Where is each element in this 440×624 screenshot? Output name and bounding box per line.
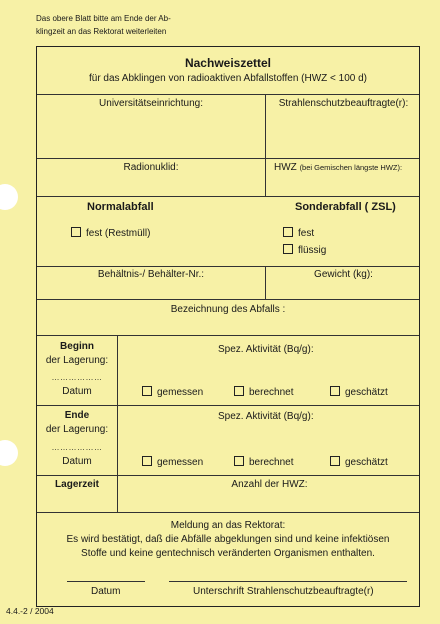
radiation-officer-field[interactable] <box>265 95 421 158</box>
end-date-field[interactable] <box>37 406 117 475</box>
begin-gemessen-option[interactable] <box>142 386 203 398</box>
begin-date-dots: ……………… <box>51 373 103 382</box>
end-gemessen-checkbox[interactable] <box>142 456 152 466</box>
date-signature-line[interactable] <box>67 581 145 582</box>
end-geschaetzt-checkbox[interactable] <box>330 456 340 466</box>
lagerzeit-row <box>37 476 419 513</box>
end-activity-field <box>117 406 421 475</box>
begin-berechnet-label: berechnet <box>249 387 294 398</box>
begin-heading: Beginn <box>60 341 94 352</box>
special-waste-heading: Sonderabfall ( ZSL) <box>295 201 396 213</box>
begin-geschaetzt-checkbox[interactable] <box>330 386 340 396</box>
end-berechnet-label: berechnet <box>249 457 294 468</box>
begin-der-lagerung: der Lagerung: <box>45 355 109 366</box>
fest-restmuell-label: fest (Restmüll) <box>86 228 151 239</box>
end-berechnet-checkbox[interactable] <box>234 456 244 466</box>
end-spec-activity-label: Spez. Aktivität (Bq/g): <box>218 411 314 422</box>
weight-label: Gewicht (kg): <box>314 269 373 280</box>
fest-checkbox[interactable] <box>283 227 293 237</box>
waste-type-row <box>37 197 419 267</box>
end-gemessen-option[interactable] <box>142 456 203 468</box>
anzahl-hwz-label: Anzahl der HWZ: <box>231 479 308 490</box>
begin-gemessen-checkbox[interactable] <box>142 386 152 396</box>
meldung-line1: Es wird bestätigt, daß die Abfälle abgeklungen sind und keine infektiösen <box>66 534 390 545</box>
option-fluessig[interactable] <box>283 244 326 256</box>
fluessig-label: flüssig <box>298 245 327 256</box>
radionuclide-field[interactable] <box>37 159 265 196</box>
begin-datum-label: Datum <box>62 386 92 397</box>
punch-hole <box>0 184 18 210</box>
lagerzeit-cell <box>37 476 117 512</box>
end-der-lagerung: der Lagerung: <box>45 424 109 435</box>
option-fest-restmuell[interactable] <box>71 227 150 239</box>
punch-hole <box>0 440 18 466</box>
anzahl-hwz-field[interactable] <box>117 476 421 512</box>
institution-label: Universitätseinrichtung: <box>99 98 203 109</box>
container-field[interactable] <box>37 267 265 299</box>
begin-geschaetzt-label: geschätzt <box>345 387 388 398</box>
top-note-line2: klingzeit an das Rektorat weiterleiten <box>36 27 167 36</box>
begin-berechnet-checkbox[interactable] <box>234 386 244 396</box>
form-code: 4.4.-2 / 2004 <box>6 606 54 616</box>
begin-gemessen-label: gemessen <box>157 387 204 398</box>
form-title: Nachweiszettel <box>184 56 272 70</box>
form-subtitle: für das Abklingen von radioaktiven Abfallstoffen (HWZ < 100 d) <box>88 73 368 84</box>
fest-restmuell-checkbox[interactable] <box>71 227 81 237</box>
end-heading: Ende <box>64 410 90 421</box>
hwz-label-text: HWZ <box>274 162 297 173</box>
form-frame <box>36 46 420 607</box>
radionuclide-label: Radionuklid: <box>123 162 179 173</box>
begin-geschaetzt-option[interactable] <box>330 386 388 398</box>
begin-berechnet-option[interactable] <box>234 386 293 398</box>
begin-row <box>37 336 419 406</box>
end-datum-label: Datum <box>62 456 92 467</box>
begin-date-field[interactable] <box>37 336 117 405</box>
fluessig-checkbox[interactable] <box>283 244 293 254</box>
radiation-officer-label: Strahlenschutzbeauftragte(r): <box>278 98 409 109</box>
end-date-dots: ……………… <box>51 443 103 452</box>
meldung-section <box>37 513 419 606</box>
container-label: Behältnis-/ Behälter-Nr.: <box>97 269 205 280</box>
signature-label: Unterschrift Strahlenschutzbeauftragte(r) <box>193 586 374 597</box>
fest-label: fest <box>298 228 315 239</box>
hwz-note: (bei Gemischen längste HWZ): <box>299 163 403 172</box>
institution-field[interactable] <box>37 95 265 158</box>
waste-name-label: Bezeichnung des Abfalls : <box>170 304 286 315</box>
begin-activity-field <box>117 336 421 405</box>
radionuclide-row <box>37 159 419 197</box>
end-geschaetzt-label: geschätzt <box>345 457 388 468</box>
meldung-title: Meldung an das Rektorat: <box>170 520 286 531</box>
normal-waste-heading: Normalabfall <box>87 201 154 213</box>
meldung-line2: Stoffe und keine gentechnisch veränderten Organismen enthalten. <box>81 548 375 559</box>
end-geschaetzt-option[interactable] <box>330 456 388 468</box>
hwz-field[interactable] <box>265 159 421 196</box>
hwz-label <box>274 162 402 173</box>
container-row <box>37 267 419 300</box>
begin-spec-activity-label: Spez. Aktivität (Bq/g): <box>218 344 314 355</box>
form-header <box>37 47 419 95</box>
option-fest[interactable] <box>283 227 314 239</box>
weight-field[interactable] <box>265 267 421 299</box>
institution-row <box>37 95 419 159</box>
top-note-line1: Das obere Blatt bitte am Ende der Ab- <box>36 14 171 23</box>
signature-line[interactable] <box>169 581 407 582</box>
end-gemessen-label: gemessen <box>157 457 204 468</box>
waste-name-row[interactable] <box>37 300 419 336</box>
lagerzeit-heading: Lagerzeit <box>55 479 99 490</box>
end-berechnet-option[interactable] <box>234 456 293 468</box>
end-row <box>37 406 419 476</box>
sign-datum-label: Datum <box>91 586 121 597</box>
